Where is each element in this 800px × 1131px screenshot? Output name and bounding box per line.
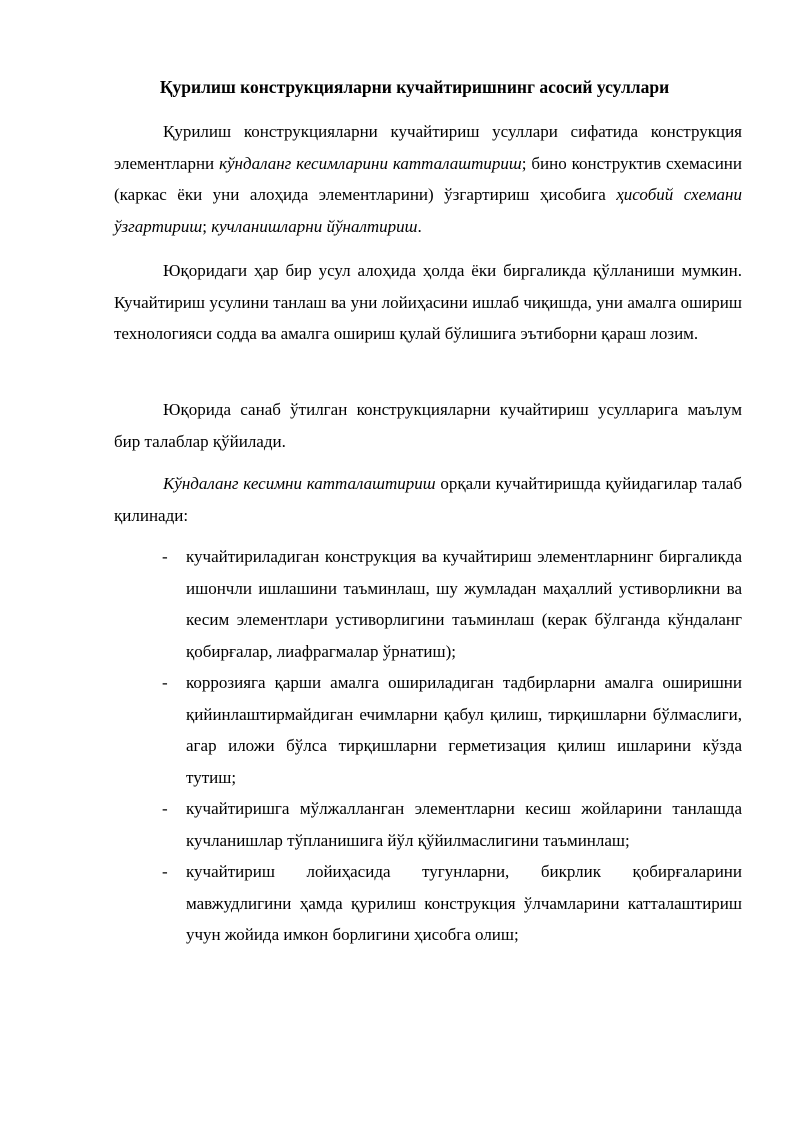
list-item bbox=[114, 793, 742, 856]
list-item-text: коррозияга қарши амалга ошириладиган тадбирларни амалга оширишни қийинлаштирмайдиган ечимларни қабул қилиш, тирқишларни бўлмаслиги, агар иложи бўлса тирқишларни герметизация қилиш ишларини кўзда тутиш; bbox=[186, 673, 742, 787]
paragraph-2 bbox=[114, 255, 742, 350]
list-item-text: кучайтириладиган конструкция ва кучайтириш элементларнинг биргаликда ишончли ишлашини таъминлаш, шу жумладан маҳаллий устиворликни ва кесим элементлари устиворлигини таъминлаш (керак бўлганда кўндаланг қобирғалар, лиафрагмалар ўрнатиш); bbox=[186, 547, 742, 661]
list-item bbox=[114, 667, 742, 793]
p1-text-2: ; бино конструктив схемасини (каркас ёки уни алоҳида элементларини) ўзгартириш ҳисобига bbox=[114, 153, 743, 204]
p1-italic-3: кучланишларни йўналтириш bbox=[211, 216, 418, 236]
paragraph-3 bbox=[114, 394, 742, 457]
p1-text-3: ; bbox=[202, 216, 212, 236]
list-item-text: кучайтиришга мўлжалланган элементларни кесиш жойларини танлашда кучланишлар тўпланишига йўл қўйилмаслигини таъминлаш; bbox=[186, 799, 742, 850]
list-item bbox=[114, 541, 742, 667]
list-dash: - bbox=[162, 862, 168, 881]
p1-italic-2: ҳисобий схемани ўзгартириш bbox=[114, 185, 742, 236]
list-dash: - bbox=[162, 673, 168, 692]
p2-text: Юқоридаги ҳар бир усул алоҳида ҳолда ёки биргаликда қўлланиши мумкин. Кучайтириш усулини танлаш ва уни лойиҳасини ишлаб чиқишда, уни амалга ошириш технологияси содда ва амалга ошириш қулай бўлишига эътиборни қараш лозим. bbox=[114, 261, 742, 343]
p1-italic-1: кўндаланг кесимларини катталаштириш bbox=[219, 153, 522, 173]
list-dash: - bbox=[162, 799, 168, 818]
list-item-text: кучайтириш лойиҳасида тугунларни, бикрлик қобирғаларини мавжудлигини ҳамда қурилиш конструкция ўлчамларини катталаштириш учун жойида имкон борлигини ҳисобга олиш; bbox=[186, 862, 742, 944]
p1-text-4: . bbox=[417, 216, 422, 236]
document-title: Қурилиш конструкцияларни кучайтиришнинг асосий усуллари bbox=[159, 77, 670, 97]
p1-text-1: Қурилиш конструкцияларни кучайтириш усуллари сифатида конструкция элементларни bbox=[114, 122, 742, 173]
p4-italic-1: Кўндаланг кесимни катталаштириш bbox=[163, 474, 436, 493]
requirements-list bbox=[114, 541, 742, 951]
paragraph-4 bbox=[114, 468, 742, 531]
p4-text-1: орқали кучайтиришда қуйидагилар талаб қилинади: bbox=[114, 474, 742, 525]
list-dash: - bbox=[162, 547, 168, 566]
list-item bbox=[114, 856, 742, 951]
p3-text: Юқорида санаб ўтилган конструкцияларни кучайтириш усулларига маълум бир талаблар қўйилади. bbox=[114, 400, 742, 451]
paragraph-1 bbox=[114, 116, 742, 242]
